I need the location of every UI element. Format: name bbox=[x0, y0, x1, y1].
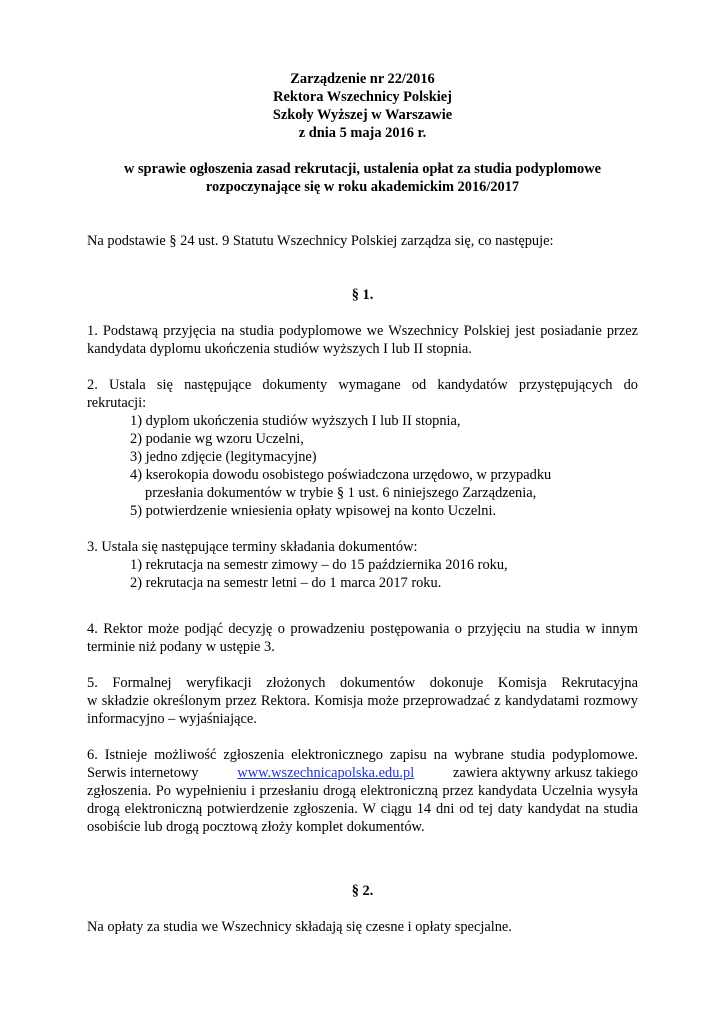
section-1-title: § 1. bbox=[351, 287, 374, 303]
list-item: 1) dyplom ukończenia studiów wyższych I lub II stopnia, bbox=[130, 413, 461, 429]
section-2-paragraph: Na opłaty za studia we Wszechnicy składają się czesne i opłaty specjalne. bbox=[87, 919, 512, 935]
paragraph-2-line-1: 2. Ustala się następujące dokumenty wymagane od kandydatów przystępujących do bbox=[87, 377, 638, 393]
paragraph-6 bbox=[87, 746, 638, 836]
list-item: 5) potwierdzenie wniesienia opłaty wpisowej na konto Uczelni. bbox=[130, 503, 497, 519]
paragraph-2 bbox=[87, 376, 638, 520]
required-documents-list bbox=[87, 412, 638, 520]
issuer-line: Rektora Wszechnicy Polskiej bbox=[273, 89, 452, 105]
paragraph-4 bbox=[87, 620, 638, 656]
paragraph-6-line-2-end: zawiera aktywny arkusz takiego bbox=[452, 765, 638, 781]
date-line: z dnia 5 maja 2016 r. bbox=[298, 125, 427, 141]
list-item: 2) rekrutacja na semestr letni – do 1 marca 2017 roku. bbox=[130, 575, 442, 591]
paragraph-4-line-1: 4. Rektor może podjąć decyzję o prowadzeniu postępowania o przyjęciu na studia w innym bbox=[87, 621, 638, 637]
paragraph-5-line-3: informacyjno – wyjaśniające. bbox=[87, 711, 257, 727]
institution-line: Szkoły Wyższej w Warszawie bbox=[272, 107, 453, 123]
subject-line-1: w sprawie ogłoszenia zasad rekrutacji, ustalenia opłat za studia podyplomowe bbox=[123, 161, 602, 177]
document-page bbox=[87, 70, 638, 936]
document-header bbox=[87, 70, 638, 142]
subject-line-2: rozpoczynające się w roku akademickim 2016/2017 bbox=[205, 179, 520, 195]
paragraph-1 bbox=[87, 322, 638, 358]
list-item: 1) rekrutacja na semestr zimowy – do 15 października 2016 roku, bbox=[130, 557, 508, 573]
list-item: 3) jedno zdjęcie (legitymacyjne) bbox=[130, 449, 317, 465]
website-link[interactable]: www.wszechnicapolska.edu.pl bbox=[237, 765, 415, 781]
document-subject bbox=[87, 160, 638, 196]
list-item-continuation: przesłania dokumentów w trybie § 1 ust. 6 niniejszego Zarządzenia, bbox=[145, 485, 537, 501]
paragraph-5-line-2: w składzie określonym przez Rektora. Komisja może przeprowadzać z kandydatami rozmowy bbox=[87, 693, 638, 709]
paragraph-5 bbox=[87, 674, 638, 728]
paragraph-6-line-4: drogą elektroniczną potwierdzenie zgłoszenia. W ciągu 14 dni od tej daty kandydat na studia bbox=[87, 801, 638, 817]
paragraph-1-line-1: 1. Podstawą przyjęcia na studia podyplomowe we Wszechnicy Polskiej jest posiadanie przez bbox=[87, 323, 638, 339]
paragraph-2-line-2: rekrutacji: bbox=[87, 395, 147, 411]
paragraph-4-line-2: terminie niż podany w ustępie 3. bbox=[87, 639, 275, 655]
paragraph-3-line-1: 3. Ustala się następujące terminy składania dokumentów: bbox=[87, 539, 418, 555]
paragraph-6-line-1: 6. Istnieje możliwość zgłoszenia elektronicznego zapisu na wybrane studia podyplomowe. bbox=[87, 747, 638, 763]
legal-basis: Na podstawie § 24 ust. 9 Statutu Wszechnicy Polskiej zarządza się, co następuje: bbox=[87, 233, 554, 249]
list-item: 2) podanie wg wzoru Uczelni, bbox=[130, 431, 304, 447]
list-item: 4) kserokopia dowodu osobistego poświadczona urzędowo, w przypadku bbox=[130, 467, 552, 483]
paragraph-1-line-2: kandydata dyplomu ukończenia studiów wyższych I lub II stopnia. bbox=[87, 341, 472, 357]
order-number: Zarządzenie nr 22/2016 bbox=[290, 71, 435, 87]
paragraph-6-line-2-start: Serwis internetowy bbox=[87, 765, 199, 781]
paragraph-6-line-5: osobiście lub drogą pocztową złoży komplet dokumentów. bbox=[87, 819, 425, 835]
paragraph-6-line-3: zgłoszenia. Po wypełnieniu i przesłaniu drogą elektroniczną przez kandydata Uczelnia wysyła bbox=[87, 783, 638, 799]
paragraph-3 bbox=[87, 538, 638, 592]
paragraph-5-line-1: 5. Formalnej weryfikacji złożonych dokumentów dokonuje Komisja Rekrutacyjna bbox=[87, 675, 638, 691]
deadlines-list bbox=[87, 556, 638, 592]
section-2-title: § 2. bbox=[351, 883, 374, 899]
paragraph-6-line-2 bbox=[87, 764, 638, 782]
